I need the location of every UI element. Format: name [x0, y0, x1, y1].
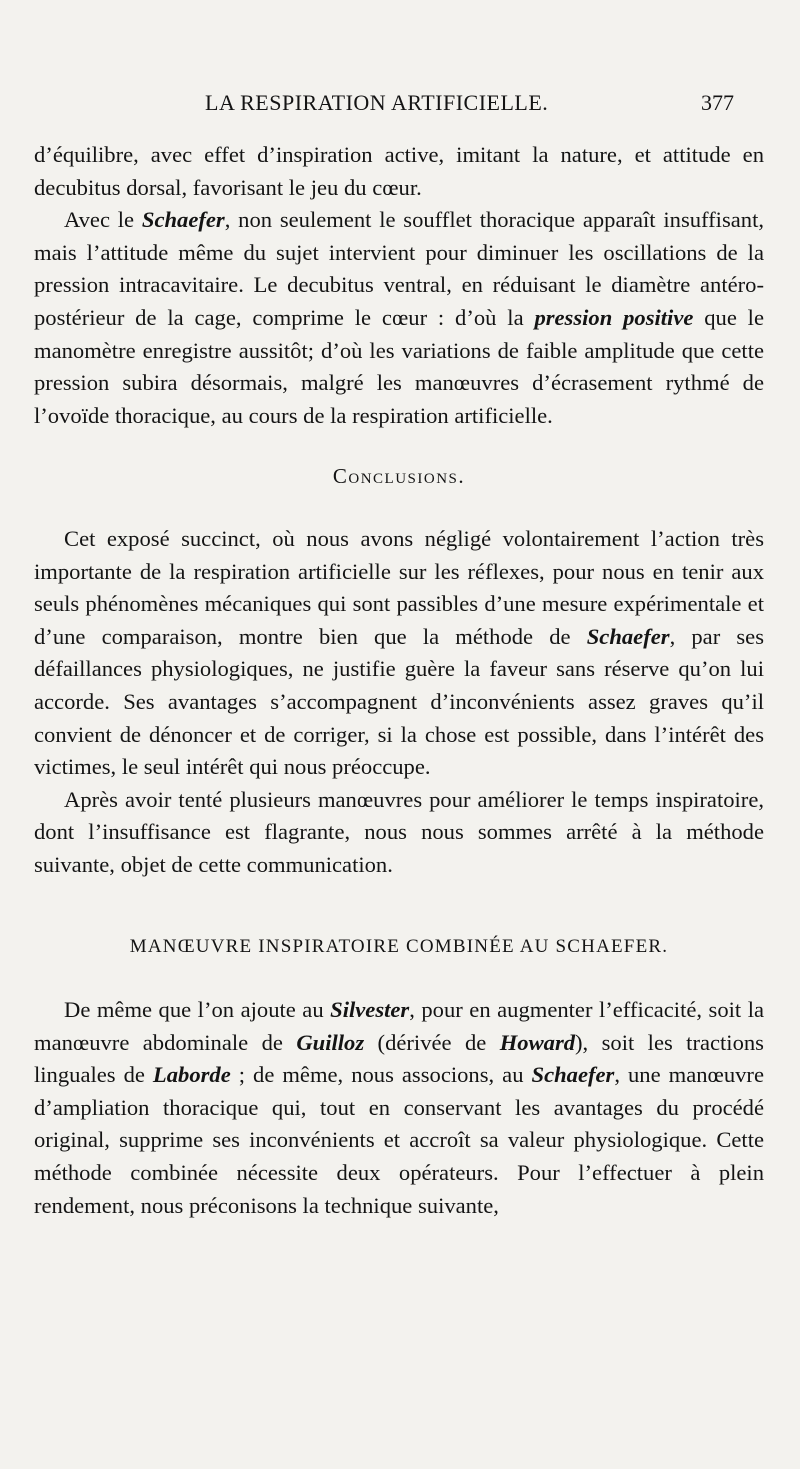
section-heading-manoeuvre: MANŒUVRE INSPIRATOIRE COMBINÉE AU SCHAEFER. [129, 936, 669, 958]
page-header [0, 90, 800, 124]
author-name: Schaefer [141, 207, 225, 233]
paragraph-continuation: d’équilibre, avec effet d’inspiration active, imitant la nature, et attitude en decubitus dorsal, favorisant le jeu du cœur. [34, 142, 764, 200]
paragraph-schaefer-critique: Avec le Schaefer, non seulement le soufflet thoracique apparaît insuffisant, mais l’attitude même du sujet intervient pour diminuer les oscillations de la pression intracavitaire. Le decubitus ventral, en réduisant le diamètre antéro-postérieur de la cage, comprime le cœur : d’où la pression positive que le manomètre enregistre aussitôt; d’où les variations de faible amplitude que cette pression subira désormais, malgré les manœuvres d’écrasement rythmé de l’ovoïde thoracique, au cours de la respiration artificielle. [34, 207, 764, 428]
author-name: Howard [499, 1029, 576, 1055]
body-text [34, 139, 764, 1222]
running-title: LA RESPIRATION ARTIFICIELLE. [205, 90, 549, 115]
author-name: Guilloz [296, 1029, 365, 1055]
author-name: Schaefer [586, 623, 670, 649]
paragraph-method-choice: Après avoir tenté plusieurs manœuvres pour améliorer le temps inspiratoire, dont l’insuffisance est flagrante, nous nous sommes arrêté à la méthode suivante, objet de cette communication. [34, 786, 764, 877]
author-name: Laborde [152, 1062, 231, 1088]
paragraph-combined-method: De même que l’on ajoute au Silvester, pour en augmenter l’efficacité, soit la manœuvre abdominale de Guilloz (dérivée de Howard), soit les tractions linguales de Laborde ; de même, nous associons, au Schaefer, une manœuvre d’ampliation thoracique qui, tout en conservant les avantages du procédé original, supprime ses inconvénients et accroît sa valeur physiologique. Cette méthode combinée nécessite deux opérateurs. Pour l’effectuer à plein rendement, nous préconisons la technique suivante, [34, 997, 764, 1218]
section-heading-conclusions: Conclusions. [332, 464, 466, 489]
paragraph-conclusions: Cet exposé succinct, où nous avons négligé volontairement l’action très importante de la respiration artificielle sur les réflexes, pour nous en tenir aux seuls phénomènes mécaniques qui sont passibles d’une mesure expérimentale et d’une comparaison, montre bien que la méthode de Schaefer, par ses défaillances physiologiques, ne justifie guère la faveur sans réserve qu’on lui accorde. Ses avantages s’accompagnent d’inconvénients assez graves qu’il convient de dénoncer et de corriger, si la chose est possible, dans l’intérêt des victimes, le seul intérêt qui nous préoccupe. [34, 525, 764, 780]
page-number: 377 [701, 90, 734, 115]
author-name: Schaefer [531, 1062, 615, 1088]
emphasis-term: pression positive [534, 304, 694, 330]
author-name: Silvester [330, 997, 410, 1023]
